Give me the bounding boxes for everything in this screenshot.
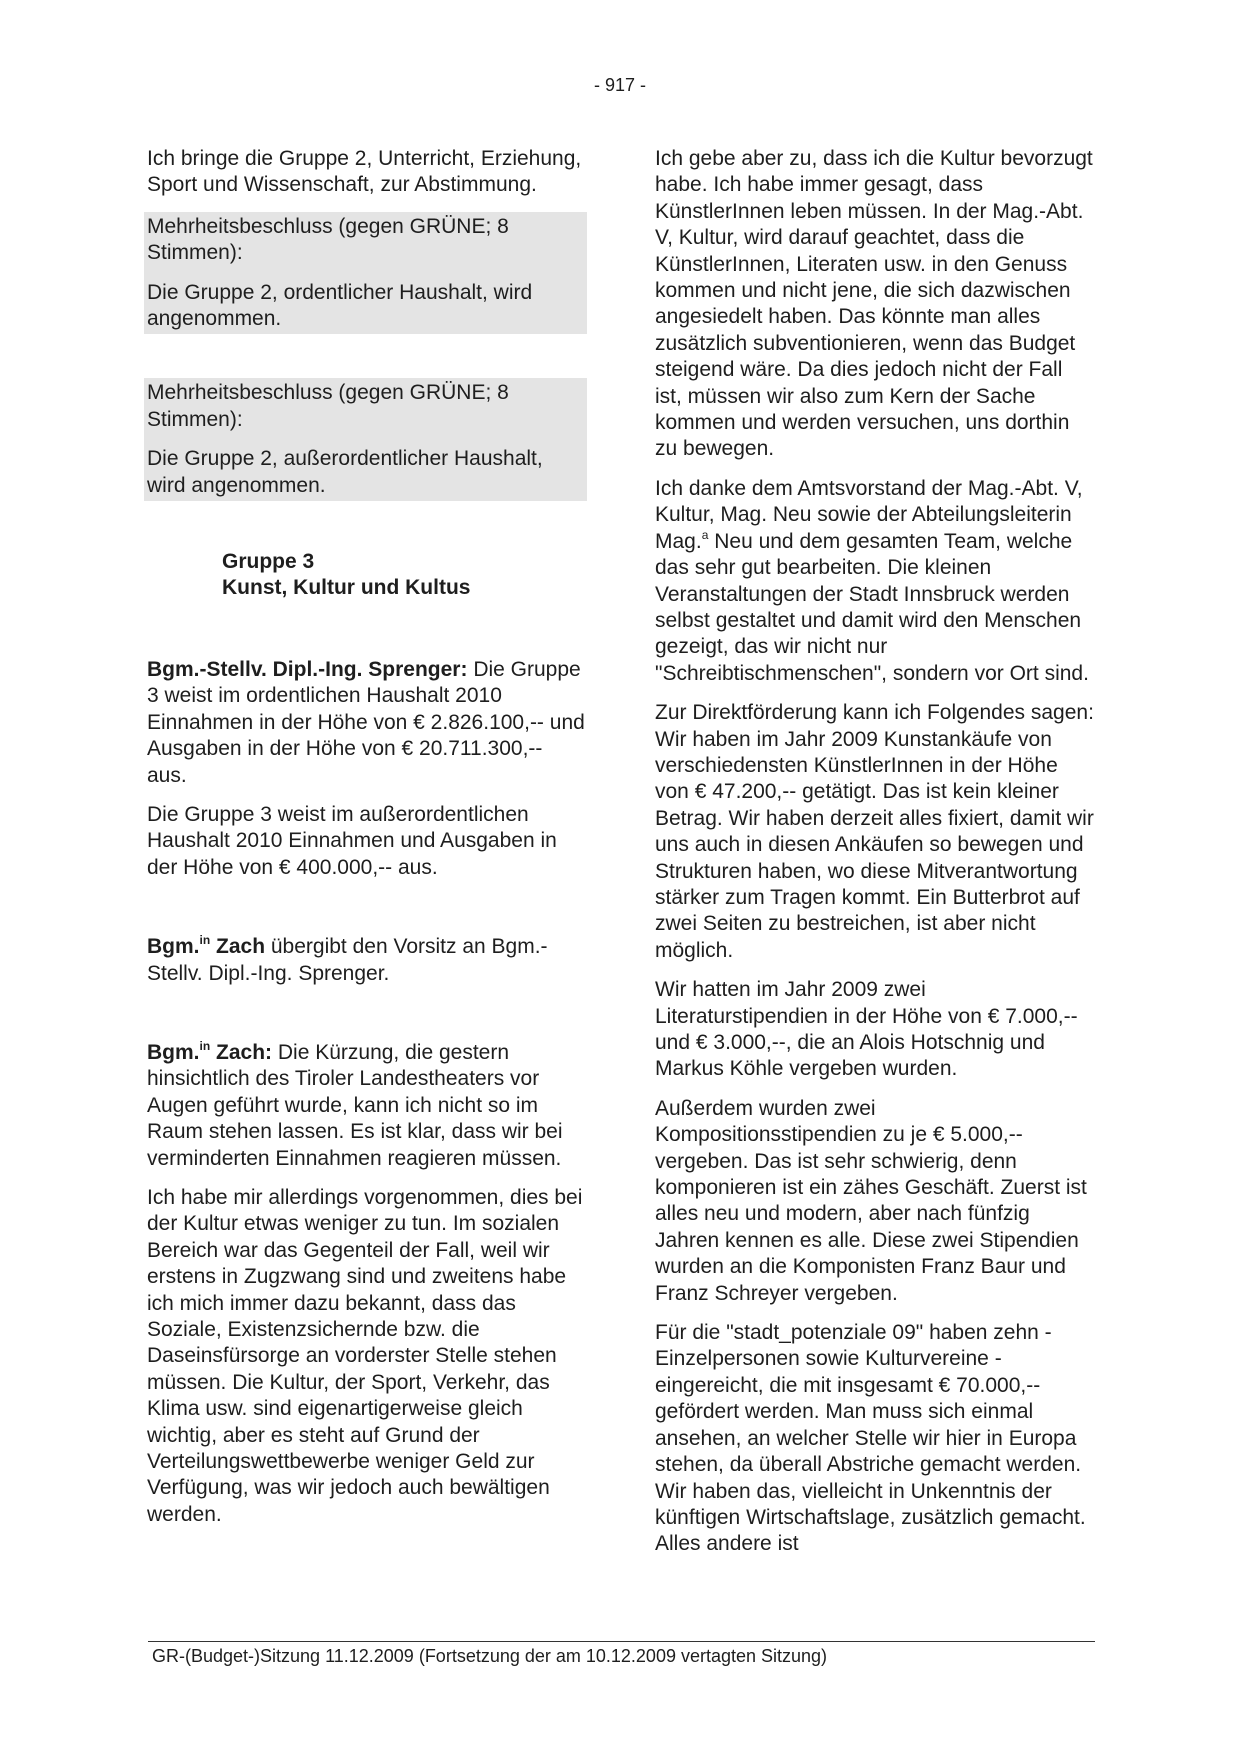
page-footer: GR-(Budget-)Sitzung 11.12.2009 (Fortsetzung der am 10.12.2009 vertagten Sitzung): [152, 1646, 828, 1666]
section-heading-line1: Gruppe 3: [222, 550, 315, 574]
paragraph: Außerdem wurden zwei Kompositionsstipendien zu je € 5.000,-- vergeben. Das ist sehr schwierig, denn komponieren ist ein zähes Geschäft. Zuerst ist alles neu und modern, aber nach fünfzig Jahren kennen es alle. Diese zwei Stipendien wurden an die Komponisten Franz Baur und Franz Schreyer vergeben.: [655, 1096, 1087, 1305]
resolution-box: [144, 378, 587, 501]
paragraph: Ich bringe die Gruppe 2, Unterricht, Erziehung, Sport und Wissenschaft, zur Abstimmung.: [147, 147, 582, 197]
paragraph-text: Die Kürzung, die gestern hinsichtlich des Tiroler Landestheaters vor Augen geführt wurde, kann ich nicht so im Raum stehen lassen. Es ist klar, dass wir bei verminderten Einnahmen reagieren müssen.: [147, 1040, 563, 1170]
resolution-decision: Mehrheitsbeschluss (gegen GRÜNE; 8 Stimmen):: [147, 381, 509, 431]
speaker-name: Bgm.-Stellv. Dipl.-Ing. Sprenger:: [147, 657, 468, 681]
resolution-box: [144, 212, 587, 335]
paragraph: [147, 934, 587, 987]
speaker-title: Bgm.$^{in}$ Zach: [147, 933, 266, 959]
paragraph: Ich habe mir allerdings vorgenommen, dies bei der Kultur etwas weniger zu tun. Im sozialen Bereich war das Gegenteil der Fall, weil wir erstens in Zugzwang sind und zweitens habe ich mich immer dazu bekannt, dass das Soziale, Existenzsichernde bzw. die Daseinsfürsorge an vorderster Stelle stehen müssen. Die Kultur, der Sport, Verkehr, das Klima usw. sind eigenartigerweise gleich wichtig, aber es steht auf Grund der Verteilungswettbewerbe weniger Geld zur Verfügung, was wir jedoch auch bewältigen werden.: [147, 1185, 583, 1526]
speaker-title: Bgm.$^{in}$ Zach:: [147, 1038, 273, 1064]
paragraph: Zur Direktförderung kann ich Folgendes sagen: Wir haben im Jahr 2009 Kunstankäufe von verschiedensten KünstlerInnen in der Höhe von € 47.200,-- getätigt. Das ist kein kleiner Betrag. Wir haben derzeit alles fixiert, damit wir uns auch in diesen Ankäufen so bewegen und Strukturen haben, wo diese Mitverantwortung stärker zum Tragen kommt. Ein Butterbrot auf zwei Seiten zu bestreichen, ist aber nicht möglich.: [655, 701, 1094, 962]
resolution-decision: Mehrheitsbeschluss (gegen GRÜNE; 8 Stimmen):: [147, 214, 509, 265]
section-heading: [147, 549, 587, 602]
paragraph: [147, 657, 587, 789]
paragraph: Wir hatten im Jahr 2009 zwei Literaturstipendien in der Höhe von € 7.000,-- und € 3.000,--, die an Alois Hotschnig und Markus Köhle vergeben wurden.: [655, 978, 1078, 1081]
section-heading-line2: Kunst, Kultur und Kultus: [222, 576, 471, 600]
resolution-result: Die Gruppe 2, außerordentlicher Haushalt, wird angenommen.: [147, 447, 543, 497]
paragraph: Für die "stadt_potenziale 09" haben zehn - Einzelpersonen sowie Kulturvereine - eingereicht, die mit insgesamt € 70.000,-- gefördert werden. Man muss sich einmal ansehen, an welcher Stelle wir hier in Europa stehen, da überall Abstriche gemacht werden. Wir haben das, vielleicht in Unkenntnis der künftigen Wirtschaftslage, zusätzlich gemacht. Alles andere ist: [655, 1321, 1086, 1556]
footer-divider: [148, 1641, 1095, 1642]
paragraph: Ich gebe aber zu, dass ich die Kultur bevorzugt habe. Ich habe immer gesagt, dass KünstlerInnen leben müssen. In der Mag.-Abt. V, Kultur, wird darauf geachtet, dass die KünstlerInnen, Literaten usw. in den Genuss kommen und nicht jene, die sich dazwischen angesiedelt haben. Das könnte man alles zusätzlich subventionieren, wenn das Budget steigend wäre. Da dies jedoch nicht der Fall ist, müssen wir also zum Kern der Sache kommen und werden versuchen, uns dorthin zu bewegen.: [655, 147, 1093, 461]
paragraph: [147, 1040, 587, 1172]
paragraph: Ich danke dem Amtsvorstand der Mag.-Abt. V, Kultur, Mag. Neu sowie der Abteilungsleiterin Mag.$^a$ Neu und dem gesamten Team, welche das sehr gut bearbeiten. Die kleinen Veranstaltungen der Stadt Innsbruck werden selbst gestaltet und damit wird den Menschen gezeigt, das wir nicht nur "Schreibtischmenschen", sondern vor Ort sind.: [655, 476, 1089, 685]
right-column: [655, 146, 1095, 1571]
paragraph: Die Gruppe 3 weist im außerordentlichen Haushalt 2010 Einnahmen und Ausgaben in der Höhe von € 400.000,-- aus.: [147, 802, 557, 879]
paragraph-text: übergibt den Vorsitz an Bgm.-Stellv. Dipl.-Ing. Sprenger.: [147, 935, 548, 985]
resolution-result: Die Gruppe 2, ordentlicher Haushalt, wird angenommen.: [147, 280, 533, 331]
page-number: - 917 -: [593, 75, 647, 95]
left-column: [147, 146, 587, 1541]
paragraph-text: Die Gruppe 3 weist im ordentlichen Haushalt 2010 Einnahmen in der Höhe von € 2.826.100,-- und Ausgaben in der Höhe von € 20.711.300,-- aus.: [147, 657, 585, 787]
